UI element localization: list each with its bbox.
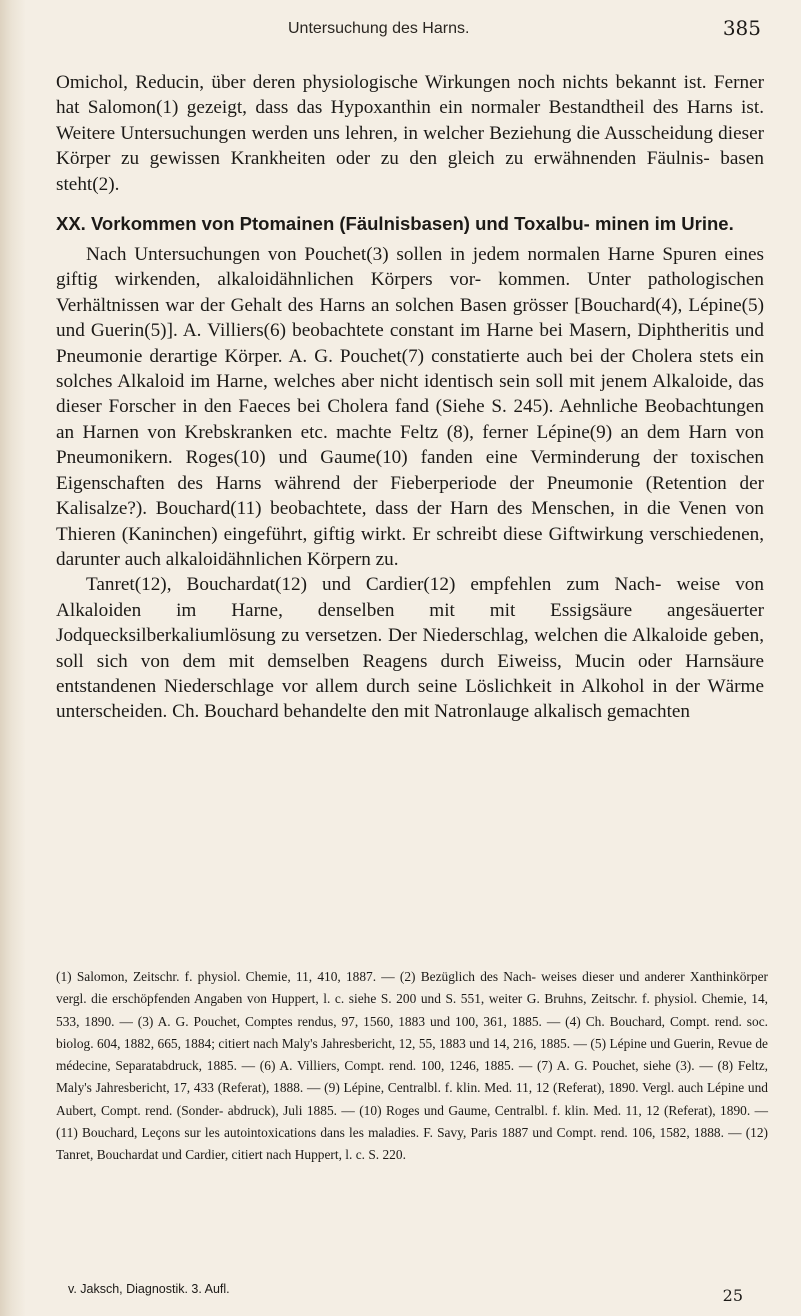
page-header	[0, 14, 801, 44]
paragraph-intro: Omichol, Reducin, über deren physiologische Wirkungen noch nichts bekannt ist. Ferner hat Salomon(1) gezeigt, dass das Hypoxanthin ein normaler Bestandtheil des Harns ist. Weitere Untersuchungen werden uns lehren, in welcher Beziehung die Ausscheidung dieser Körper zu gewissen Krankheiten oder zu den gleich zu erwähnenden Fäulnis- basen steht(2).	[56, 72, 764, 195]
paragraph-tanret: Tanret(12), Bouchardat(12) und Cardier(12) empfehlen zum Nach- weise von Alkaloiden im Harne, denselben mit mit Essigsäure angesäuerter Jodquecksilberkaliumlösung zu versetzen. Der Niederschlag, welchen die Alkaloide geben, soll sich von dem mit demselben Reagens durch Eiweiss, Mucin oder Harnsäure entstandenen Niederschlage vor allem durch seine Löslichkeit in Alkohol in der Wärme unterscheiden. Ch. Bouchard behandelte den mit Natronlauge alkalisch gemachten	[56, 574, 764, 723]
footer-signature: v. Jaksch, Diagnostik. 3. Aufl.	[68, 1282, 230, 1296]
main-text	[56, 70, 764, 725]
footnotes: (1) Salomon, Zeitschr. f. physiol. Chemie, 11, 410, 1887. — (2) Bezüglich des Nach- weises dieser und anderer Xanthinkörper vergl. die erschöpfenden Angaben von Huppert, l. c. siehe S. 200 und S. 551, weiter G. Bruhns, Zeitschr. f. physiol. Chemie, 14, 533, 1890. — (3) A. G. Pouchet, Comptes rendus, 97, 1560, 1883 und 100, 361, 1885. — (4) Ch. Bouchard, Compt. rend. soc. biolog. 604, 1882, 665, 1884; citiert nach Maly's Jahresbericht, 12, 55, 1883 und 14, 216, 1885. — (5) Lépine und Guerin, Revue de médecine, Separatabdruck, 1885. — (6) A. Villiers, Compt. rend. 100, 1246, 1885. — (7) A. G. Pouchet, siehe (3). — (8) Feltz, Maly's Jahresbericht, 17, 433 (Referat), 1888. — (9) Lépine, Centralbl. f. klin. Med. 11, 12 (Referat), 1890. Vergl. auch Lépine und Aubert, Compt. rend. (Sonder- abdruck), Juli 1885. — (10) Roges und Gaume, Centralbl. f. klin. Med. 11, 12 (Referat), 1890. — (11) Bouchard, Leçons sur les autointoxications dans les maladies. F. Savy, Paris 1887 und Compt. rend. 106, 1582, 1888. — (12) Tanret, Bouchardat und Cardier, citiert nach Huppert, l. c. S. 220.	[56, 969, 768, 1163]
sheet-number: 25	[722, 1286, 743, 1305]
page-gutter-shadow	[0, 0, 26, 1316]
running-title: Untersuchung des Harns.	[288, 20, 470, 37]
page-number: 385	[722, 16, 761, 40]
section-heading: XX. Vorkommen von Ptomainen (Fäulnisbasen) und Toxalbu- minen im Urine.	[56, 213, 734, 235]
paragraph-pouchet: Nach Untersuchungen von Pouchet(3) sollen in jedem normalen Harne Spuren eines giftig wirkenden, alkaloidähnlichen Körpers vor- kommen. Unter pathologischen Verhältnissen war der Gehalt des Harns an solchen Basen grösser [Bouchard(4), Lépine(5) und Guerin(5)]. A. Villiers(6) beobachtete constant im Harne bei Masern, Diphtheritis und Pneumonie derartige Körper. A. G. Pouchet(7) constatierte auch bei der Cholera stets ein solches Alkaloid im Harne, welches aber nicht identisch sein soll mit jenem Alkaloide, das dieser Forscher in den Faeces bei Cholera fand (Siehe S. 245). Aehnliche Beobachtungen an Harnen von Krebskranken etc. machte Feltz (8), ferner Lépine(9) an dem Harn von Pneumonikern. Roges(10) und Gaume(10) fanden eine Verminderung der toxischen Eigenschaften des Harns während der Fieberperiode der Pneumonie (Retention der Kalisalze?). Bouchard(11) beobachtete, dass der Harn des Menschen, in die Venen von Thieren (Kaninchen) eingeführt, giftig wirkt. Er schreibt diese Giftwirkung verschiedenen, darunter auch alkaloidähnlichen Körpern zu.	[56, 244, 764, 570]
